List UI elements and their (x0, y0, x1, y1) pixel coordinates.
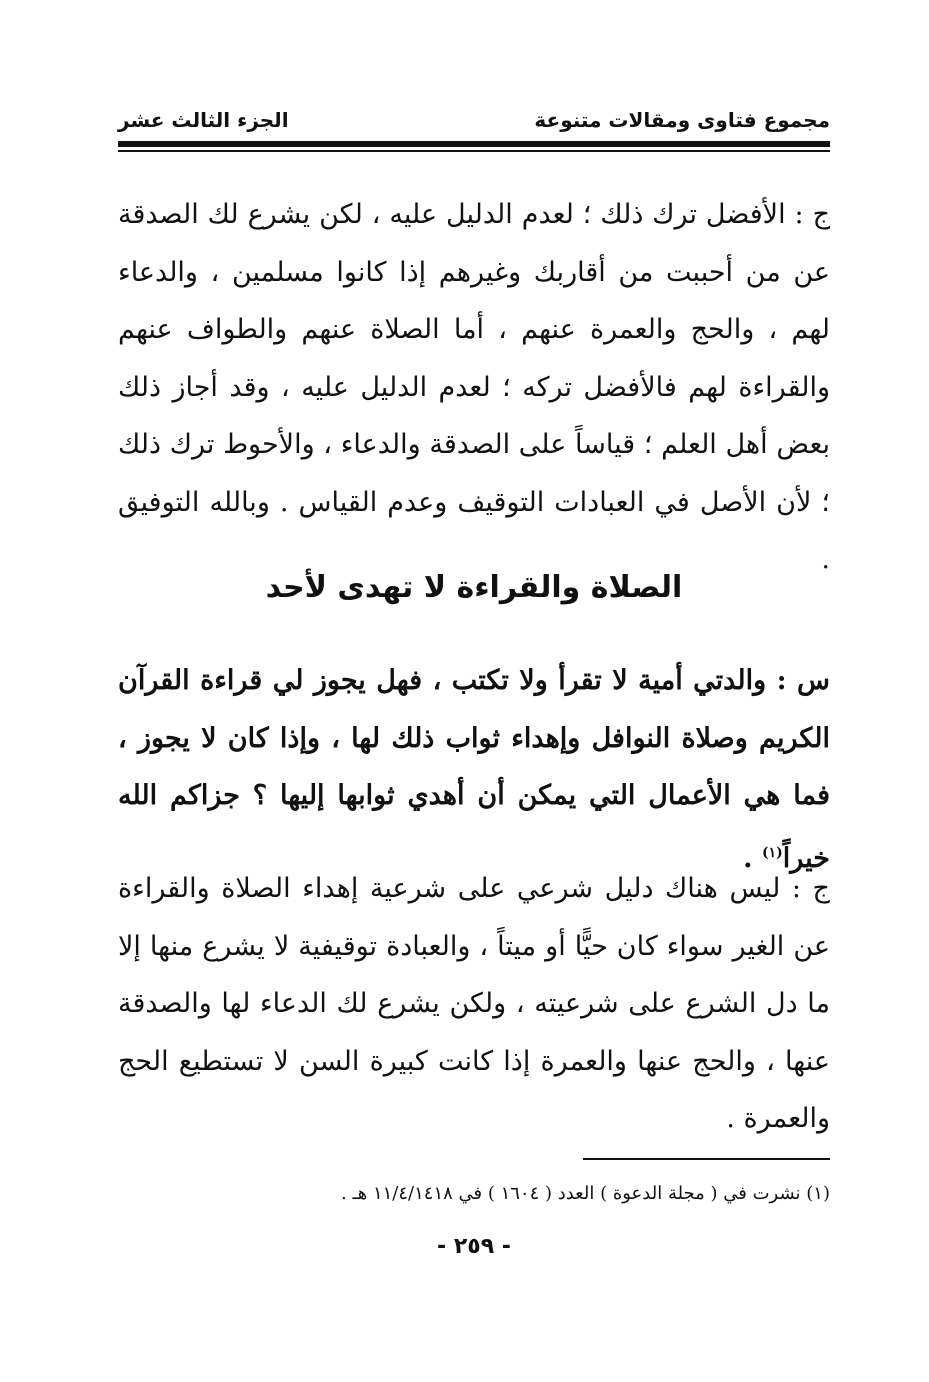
page-number: - ٢٥٩ - (437, 1234, 511, 1259)
footnote-reference: (١) (761, 844, 783, 861)
footnote-rule (583, 1158, 830, 1160)
running-header (118, 104, 830, 136)
volume-label: الجزء الثالث عشر (118, 108, 289, 132)
footnote: (١) نشرت في ( مجلة الدعوة ) العدد ( ١٦٠٤ ) في ١١/٤/١٤١٨ هـ . (341, 1183, 830, 1204)
answer-paragraph-1: ج : الأفضل ترك ذلك ؛ لعدم الدليل عليه ، لكن يشرع لك الصدقة عن من أحببت من أقاربك وغيرهم إذا كانوا مسلمين ، والدعاء لهم ، والحج والعمرة عنهم ، أما الصلاة عنهم والطواف عنهم والقراءة لهم فالأفضل تركه ؛ لعدم الدليل عليه ، وقد أجاز ذلك بعض أهل العلم ؛ قياساً على الصدقة والدعاء ، والأحوط ترك ذلك ؛ لأن الأصل في العبادات التوقيف وعدم القياس . وبالله التوفيق . (118, 199, 830, 575)
header-rule-thick (118, 141, 830, 147)
book-title: مجموع فتاوى ومقالات متنوعة (534, 108, 830, 132)
question-text: س : والدتي أمية لا تقرأ ولا تكتب ، فهل يجوز لي قراءة القرآن الكريم وصلاة النوافل وإهداء ثواب ذلك لها ، وإذا كان لا يجوز ، فما هي الأعمال التي يمكن أن أهدي ثوابها إليها ؟ جزاكم الله خيراً (118, 665, 830, 874)
question-paragraph (118, 652, 830, 887)
header-rule-thin (118, 150, 830, 152)
section-heading: الصلاة والقراءة لا تهدى لأحد (265, 570, 683, 605)
question-end: . (743, 842, 762, 874)
answer-paragraph-2: ج : ليس هناك دليل شرعي على شرعية إهداء الصلاة والقراءة عن الغير سواء كان حيًّا أو ميتاً ، والعبادة توقيفية لا يشرع منها إلا ما دل الشرع على شرعيته ، ولكن يشرع لك الدعاء لها والصدقة عنها ، والحج عنها والعمرة إذا كانت كبيرة السن لا تستطيع الحج والعمرة . (118, 873, 830, 1134)
